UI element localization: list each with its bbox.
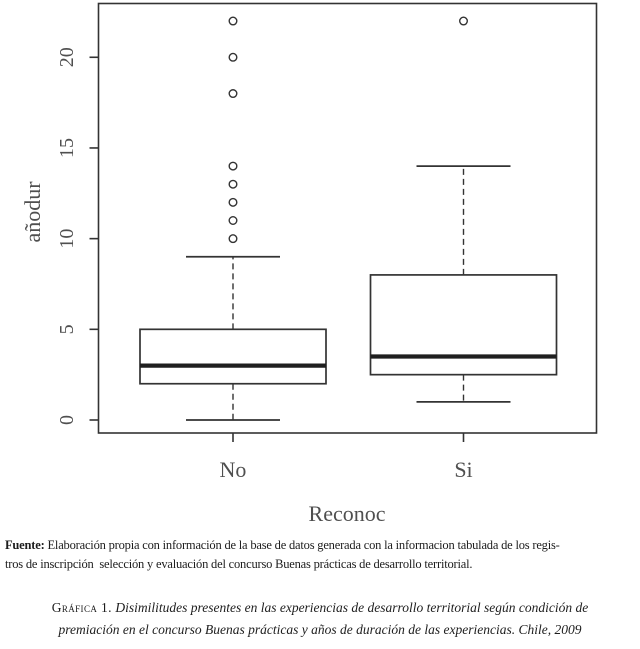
outlier-point [229, 199, 237, 207]
source-line1: Elaboración propia con información de la base de datos generada con la informacion tabulada de los regis- [44, 538, 560, 552]
iqr-box [371, 275, 557, 375]
y-tick-label: 10 [56, 228, 78, 249]
x-category-label: Si [454, 457, 473, 482]
outlier-point [229, 235, 237, 243]
iqr-box [140, 329, 326, 383]
outlier-point [229, 53, 237, 61]
caption-label: Gráfica 1. [51, 600, 112, 615]
x-category-label: No [219, 457, 247, 482]
outlier-point [229, 217, 237, 225]
source-label: Fuente: [5, 538, 45, 552]
source-note [5, 536, 635, 573]
source-line2: tros de inscripción selección y evaluación del concurso Buenas prácticas de desarrollo territorial. [5, 556, 473, 571]
outlier-point [460, 17, 468, 25]
caption-line1: Disimilitudes presentes en las experiencias de desarrollo territorial según condición de [111, 600, 589, 615]
outlier-point [229, 162, 237, 170]
caption-line2: premiación en el concurso Buenas prácticas y años de duración de las experiencias. Chile, 2009 [58, 622, 582, 637]
y-tick-label: 20 [56, 47, 78, 68]
figure-caption [4, 597, 636, 641]
boxplot-group-si [371, 17, 557, 402]
y-tick-label: 15 [56, 137, 78, 158]
y-tick-label: 5 [56, 324, 78, 335]
y-axis-title: añodur [20, 181, 45, 243]
y-tick-label: 0 [56, 415, 78, 425]
x-axis-title: Reconoc [308, 501, 386, 526]
outlier-point [229, 90, 237, 98]
outlier-point [229, 180, 237, 188]
outlier-point [229, 17, 237, 25]
boxplot-group-no [140, 17, 326, 420]
